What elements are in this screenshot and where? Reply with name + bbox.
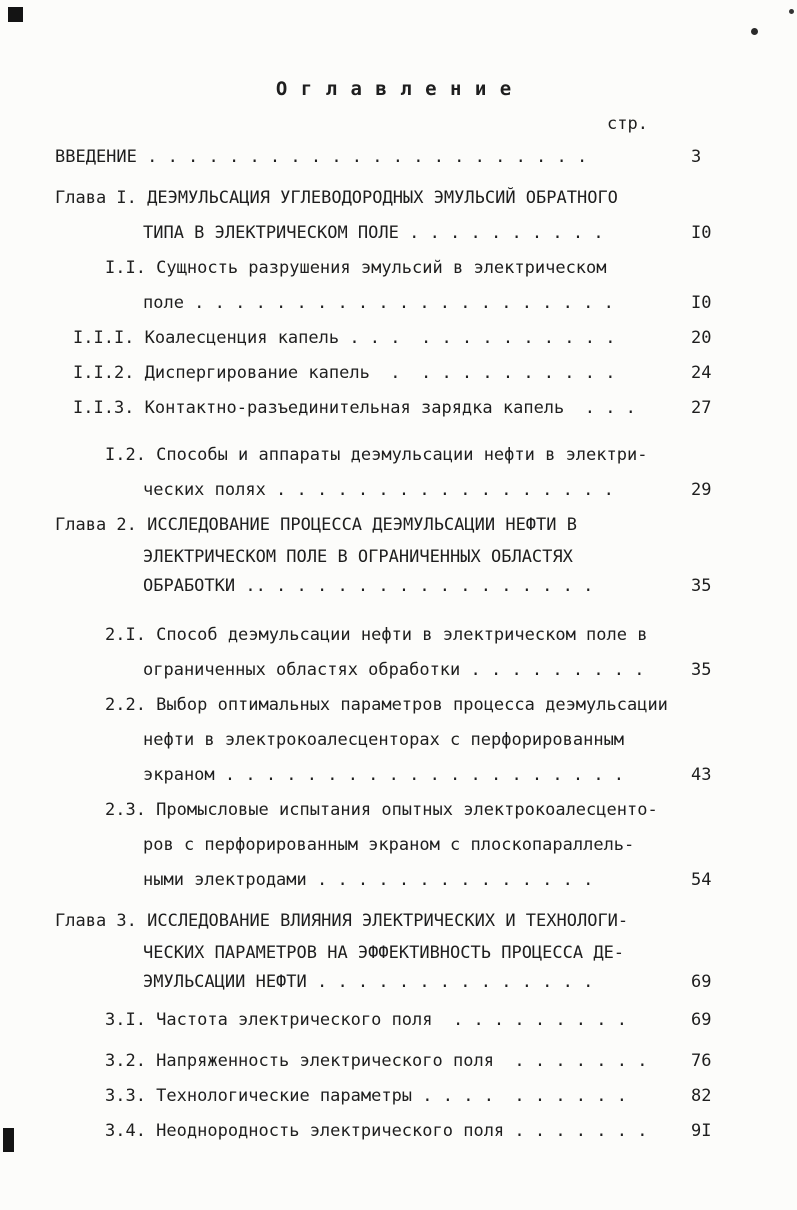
toc-line-1-2-cont	[55, 473, 733, 508]
page-column-label: стр.	[607, 114, 648, 134]
toc-entry-text: I.I.3. Контактно-разъединительная зарядка капель . . .	[73, 398, 636, 418]
toc-entry-text: поле . . . . . . . . . . . . . . . . . . . . .	[143, 293, 614, 313]
toc-page-number: 82	[691, 1086, 712, 1106]
table-of-contents	[55, 140, 733, 1149]
toc-entry-text: I.2. Способы и аппараты деэмульсации нефти в электри-	[105, 445, 648, 465]
toc-line-1-1-cont	[55, 286, 733, 321]
toc-line-chapter-3	[55, 904, 733, 939]
toc-page-number: 20	[691, 328, 712, 348]
toc-entry-text: ЭМУЛЬСАЦИИ НЕФТИ . . . . . . . . . . . . . .	[143, 972, 594, 992]
toc-entry-text: Глава 3. ИССЛЕДОВАНИЕ ВЛИЯНИЯ ЭЛЕКТРИЧЕСКИХ И ТЕХНОЛОГИ-	[55, 911, 629, 931]
toc-entry-text: 3.3. Технологические параметры . . . . . . . . . .	[105, 1086, 627, 1106]
toc-line-vvedenie	[55, 140, 733, 175]
toc-entry-text: Глава 2. ИССЛЕДОВАНИЕ ПРОЦЕССА ДЕЭМУЛЬСАЦИИ НЕФТИ В	[55, 515, 577, 535]
toc-entry-text: ными электродами . . . . . . . . . . . . . .	[143, 870, 594, 890]
toc-page-number: 35	[691, 576, 712, 596]
toc-page-number: 54	[691, 870, 712, 890]
toc-line-1-1-2	[55, 356, 733, 391]
toc-line-chapter-1	[55, 181, 733, 216]
toc-line-2-2	[55, 688, 733, 723]
toc-entry-text: Глава I. ДЕЭМУЛЬСАЦИЯ УГЛЕВОДОРОДНЫХ ЭМУЛЬСИЙ ОБРАТНОГО	[55, 188, 618, 208]
toc-line-3-1	[55, 1003, 733, 1038]
toc-line-chapter-1-cont	[55, 216, 733, 251]
toc-page-number: 3	[691, 147, 702, 167]
scan-artifact	[8, 7, 23, 22]
toc-page-number: 29	[691, 480, 712, 500]
toc-line-1-1	[55, 251, 733, 286]
page-title: О г л а в л е н и е	[275, 78, 513, 100]
toc-page-number: 43	[691, 765, 712, 785]
toc-entry-text: ВВЕДЕНИЕ . . . . . . . . . . . . . . . . . . . . . .	[55, 147, 588, 167]
toc-line-2-2-cont	[55, 758, 733, 793]
toc-entry-text: экраном . . . . . . . . . . . . . . . . . . . .	[143, 765, 625, 785]
toc-line-1-1-1	[55, 321, 733, 356]
toc-entry-text: ограниченных областях обработки . . . . . . . . .	[143, 660, 645, 680]
toc-entry-text: I.I.2. Диспергирование капель . . . . . . . . . . .	[73, 363, 616, 383]
toc-entry-text: 3.4. Неоднородность электрического поля . . . . . . .	[105, 1121, 648, 1141]
toc-line-2-3-cont	[55, 863, 733, 898]
toc-line-2-2-cont	[55, 723, 733, 758]
toc-line-chapter-2-cont	[55, 543, 733, 572]
toc-entry-text: I.I. Сущность разрушения эмульсий в электрическом	[105, 258, 607, 278]
scan-artifact	[751, 28, 758, 35]
toc-line-chapter-2	[55, 508, 733, 543]
toc-line-3-3	[55, 1079, 733, 1114]
toc-line-2-3	[55, 793, 733, 828]
toc-line-chapter-2-cont	[55, 572, 733, 601]
toc-page-number: 35	[691, 660, 712, 680]
toc-entry-text: 2.3. Промысловые испытания опытных электрокоалесценто-	[105, 800, 658, 820]
toc-line-3-4	[55, 1114, 733, 1149]
toc-entry-text: 3.I. Частота электрического поля . . . . . . . . .	[105, 1010, 627, 1030]
toc-page-number: I0	[691, 223, 712, 243]
toc-entry-text: I.I.I. Коалесценция капель . . . . . . . . . . . . .	[73, 328, 616, 348]
toc-line-1-1-3	[55, 391, 733, 426]
scan-artifact	[3, 1128, 14, 1152]
toc-line-2-1	[55, 618, 733, 653]
toc-entry-text: нефти в электрокоалесценторах с перфорированным	[143, 730, 625, 750]
toc-entry-text: ОБРАБОТКИ .. . . . . . . . . . . . . . . . .	[143, 576, 594, 596]
toc-entry-text: 3.2. Напряженность электрического поля . . . . . . .	[105, 1051, 648, 1071]
toc-entry-text: ЭЛЕКТРИЧЕСКОМ ПОЛЕ В ОГРАНИЧЕННЫХ ОБЛАСТЯХ	[143, 547, 573, 567]
toc-line-2-1-cont	[55, 653, 733, 688]
toc-page-number: 24	[691, 363, 712, 383]
toc-line-2-3-cont	[55, 828, 733, 863]
toc-line-1-2	[55, 438, 733, 473]
toc-entry-text: 2.2. Выбор оптимальных параметров процесса деэмульсации	[105, 695, 668, 715]
toc-entry-text: 2.I. Способ деэмульсации нефти в электрическом поле в	[105, 625, 648, 645]
toc-line-3-2	[55, 1044, 733, 1079]
toc-page-number: 76	[691, 1051, 712, 1071]
toc-line-chapter-3-cont	[55, 939, 733, 968]
toc-line-chapter-3-cont	[55, 968, 733, 997]
toc-entry-text: ЧЕСКИХ ПАРАМЕТРОВ НА ЭФФЕКТИВНОСТЬ ПРОЦЕССА ДЕ-	[143, 943, 625, 963]
toc-entry-text: ров с перфорированным экраном с плоскопараллель-	[143, 835, 635, 855]
toc-page-number: 69	[691, 1010, 712, 1030]
scan-artifact	[789, 9, 794, 14]
toc-entry-text: ТИПА В ЭЛЕКТРИЧЕСКОМ ПОЛЕ . . . . . . . . . .	[143, 223, 604, 243]
toc-entry-text: ческих полях . . . . . . . . . . . . . . . . .	[143, 480, 614, 500]
toc-page-number: 9I	[691, 1121, 712, 1141]
toc-page-number: 27	[691, 398, 712, 418]
toc-page-number: I0	[691, 293, 712, 313]
toc-page-number: 69	[691, 972, 712, 992]
